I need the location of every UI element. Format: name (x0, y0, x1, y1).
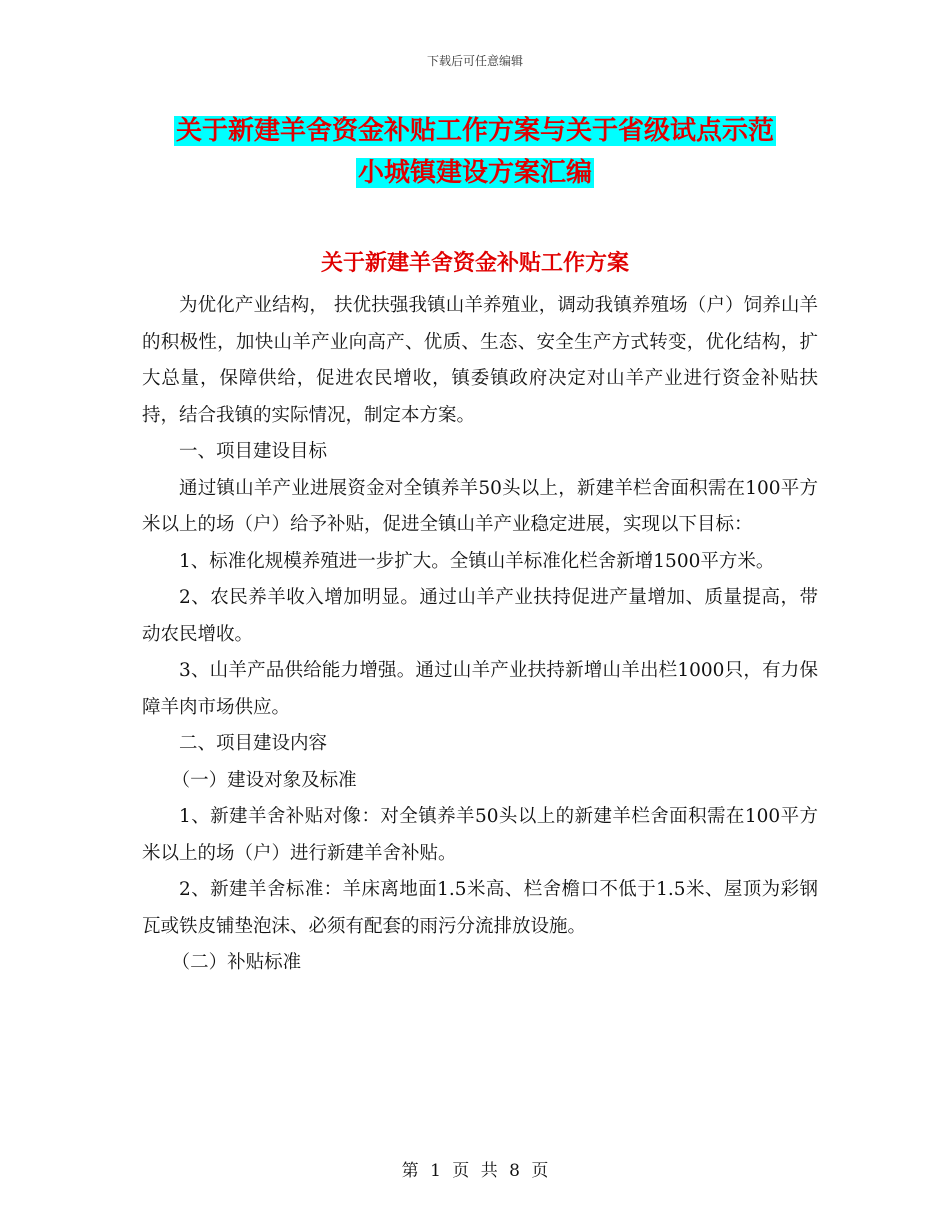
heading-project-content: 二、项目建设内容 (179, 733, 328, 754)
subheading-targets-standards: （一）建设对象及标准 (171, 769, 357, 791)
document-title-line-2-text: 小城镇建设方案汇编 (357, 158, 592, 188)
intro-paragraph: 为优化产业结构， 扶优扶强我镇山羊养殖业，调动我镇养殖场（户）饲养山羊的积极性，加快山羊产业向高产、优质、生态、安全生产方式转变，优化结构，扩大总量，保障供给，促进农民增收，镇委镇政府决定对山羊产业进行资金补贴扶持，结合我镇的实际情况，制定本方案。 (142, 295, 818, 426)
heading-project-goals: 一、项目建设目标 (179, 441, 328, 462)
page-footer: 第 1 页 共 8 页 (401, 1161, 549, 1181)
goal-item-3: 3、山羊产品供给能力增强。通过山羊产业扶持新增山羊出栏1000只，有力保障羊肉市场供应。 (142, 660, 818, 718)
goal-item-1: 1、标准化规模养殖进一步扩大。全镇山羊标准化栏舍新增1500平方米。 (179, 550, 775, 572)
document-title-line-2 (0, 154, 950, 192)
document-title-line-1 (0, 112, 950, 150)
document-title-line-1-text: 关于新建羊舍资金补贴工作方案与关于省级试点示范 (175, 116, 774, 146)
content-item-2: 2、新建羊舍标准：羊床离地面1.5米高、栏舍檐口不低于1.5米、屋顶为彩钢瓦或铁皮铺垫泡沫、必须有配套的雨污分流排放设施。 (142, 879, 818, 937)
content-item-1: 1、新建羊舍补贴对像：对全镇养羊50头以上的新建羊栏舍面积需在100平方米以上的场（户）进行新建羊舍补贴。 (142, 806, 818, 864)
section-title: 关于新建羊舍资金补贴工作方案 (320, 251, 629, 276)
document-body (142, 288, 818, 982)
goal-item-2: 2、农民养羊收入增加明显。通过山羊产业扶持促进产量增加、质量提高，带动农民增收。 (142, 587, 818, 645)
header-note: 下载后可任意编辑 (426, 54, 523, 68)
subheading-subsidy-standards: （二）补贴标准 (171, 952, 302, 973)
goals-paragraph: 通过镇山羊产业进展资金对全镇养羊50头以上，新建羊栏舍面积需在100平方米以上的场（户）给予补贴，促进全镇山羊产业稳定进展，实现以下目标： (142, 477, 818, 535)
